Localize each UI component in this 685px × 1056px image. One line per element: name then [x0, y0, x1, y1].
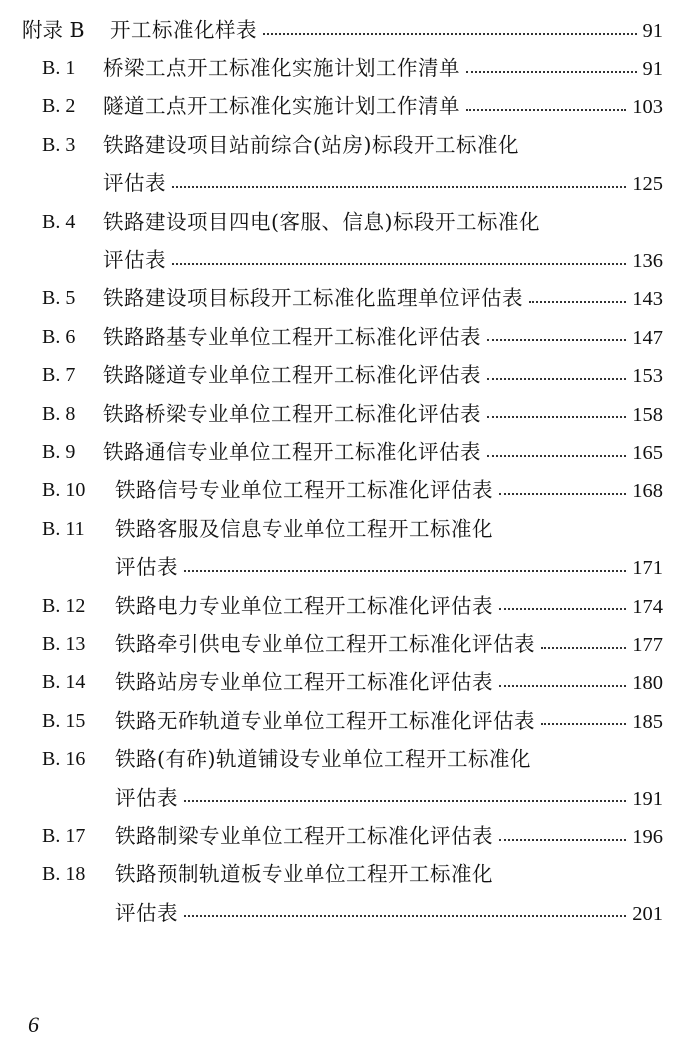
entry-number: B. 4 — [42, 210, 76, 233]
entry-number: B. 5 — [42, 287, 76, 310]
entry-number: B. 2 — [42, 95, 76, 118]
page-number: 125 — [632, 173, 663, 196]
entry-title: 评估表 — [103, 171, 166, 196]
entry-number: B. 8 — [42, 402, 76, 425]
entry-title: 铁路桥梁专业单位工程开工标准化评估表 — [103, 401, 481, 426]
toc-entry[interactable] — [115, 475, 663, 505]
page-number: 171 — [632, 557, 663, 580]
entry-title: 铁路路基专业单位工程开工标准化评估表 — [103, 324, 481, 349]
dot-leader — [184, 569, 626, 572]
entry-number: B. 6 — [42, 325, 76, 348]
toc-entry[interactable] — [103, 207, 663, 237]
toc-entry[interactable] — [103, 322, 663, 352]
entry-number: B. 3 — [42, 133, 76, 156]
toc-entry[interactable] — [103, 437, 663, 467]
dot-leader — [487, 454, 626, 457]
toc-entry[interactable] — [115, 744, 663, 774]
page-number: 91 — [642, 20, 663, 42]
dot-leader — [184, 799, 626, 802]
toc-entry[interactable] — [115, 898, 663, 928]
dot-leader — [466, 108, 626, 111]
page-number: 201 — [632, 902, 663, 925]
entry-title: 铁路站房专业单位工程开工标准化评估表 — [115, 670, 493, 695]
appendix-label: 附录 B — [22, 18, 85, 42]
entry-title: 铁路电力专业单位工程开工标准化评估表 — [115, 593, 493, 618]
entry-title: 铁路通信专业单位工程开工标准化评估表 — [103, 440, 481, 464]
entry-number: B. 17 — [42, 825, 86, 847]
toc-entry[interactable] — [103, 245, 663, 275]
entry-number: B. 7 — [42, 364, 76, 387]
toc-entry[interactable] — [115, 552, 663, 582]
dot-leader — [487, 338, 626, 341]
page-number: 147 — [632, 326, 663, 349]
dot-leader — [499, 492, 626, 495]
page-number: 103 — [632, 96, 663, 119]
page-number: 143 — [632, 288, 663, 311]
toc-entry[interactable] — [103, 130, 663, 160]
entry-number: B. 10 — [42, 479, 86, 502]
toc-entry[interactable] — [103, 91, 663, 121]
entry-number: B. 15 — [42, 709, 86, 732]
page-number: 185 — [632, 710, 663, 733]
entry-number: B. 1 — [42, 57, 76, 79]
dot-leader — [541, 646, 626, 649]
entry-title: 评估表 — [115, 785, 178, 810]
toc-entry[interactable] — [115, 706, 663, 736]
dot-leader — [499, 838, 626, 841]
entry-number: B. 14 — [42, 671, 86, 694]
dot-leader — [499, 684, 626, 687]
dot-leader — [263, 32, 637, 35]
entry-title: 铁路建设项目站前综合(站房)标段开工标准化 — [103, 132, 519, 157]
toc-appendix-line[interactable] — [22, 15, 663, 45]
dot-leader — [487, 415, 626, 418]
toc-entry[interactable] — [103, 360, 663, 390]
dot-leader — [529, 300, 626, 303]
page-number: 196 — [632, 826, 663, 848]
entry-title: 铁路牵引供电专业单位工程开工标准化评估表 — [115, 632, 535, 656]
page-number: 177 — [632, 634, 663, 656]
dot-leader — [541, 722, 626, 725]
dot-leader — [487, 377, 626, 380]
page-number: 168 — [632, 480, 663, 503]
entry-number: B. 9 — [42, 441, 76, 463]
entry-title: 铁路制梁专业单位工程开工标准化评估表 — [115, 824, 493, 848]
page-number: 153 — [632, 365, 663, 388]
dot-leader — [172, 262, 626, 265]
toc-entry[interactable] — [115, 821, 663, 851]
dot-leader — [499, 607, 626, 610]
page-number: 136 — [632, 250, 663, 272]
entry-title: 铁路隧道专业单位工程开工标准化评估表 — [103, 363, 481, 388]
entry-title: 桥梁工点开工标准化实施计划工作清单 — [103, 56, 460, 80]
entry-number: B. 16 — [42, 748, 86, 771]
dot-leader — [172, 185, 626, 188]
entry-number: B. 11 — [42, 517, 85, 540]
entry-number: B. 13 — [42, 633, 86, 655]
toc-entry[interactable] — [115, 859, 663, 889]
entry-title: 铁路无砟轨道专业单位工程开工标准化评估表 — [115, 708, 535, 733]
entry-title: 评估表 — [115, 555, 178, 580]
entry-number: B. 12 — [42, 594, 86, 617]
entry-title: 评估表 — [103, 248, 166, 272]
page-number: 191 — [632, 787, 663, 810]
entry-title: 铁路(有砟)轨道铺设专业单位工程开工标准化 — [115, 747, 531, 772]
entry-title: 隧道工点开工标准化实施计划工作清单 — [103, 94, 460, 119]
toc-entry[interactable] — [115, 667, 663, 697]
footer-page-number: 6 — [28, 1012, 39, 1037]
page-number: 91 — [642, 58, 663, 80]
entry-title: 铁路客服及信息专业单位工程开工标准化 — [115, 516, 493, 541]
dot-leader — [466, 70, 637, 73]
page-number: 180 — [632, 672, 663, 695]
entry-title: 铁路建设项目四电(客服、信息)标段开工标准化 — [103, 209, 540, 234]
toc-entry[interactable] — [103, 399, 663, 429]
entry-title: 铁路信号专业单位工程开工标准化评估表 — [115, 478, 493, 503]
toc-entry[interactable] — [103, 168, 663, 198]
page-number: 158 — [632, 403, 663, 426]
toc-entry[interactable] — [115, 629, 663, 659]
toc-entry[interactable] — [103, 53, 663, 83]
toc-entry[interactable] — [115, 591, 663, 621]
page-number: 165 — [632, 442, 663, 464]
entry-title: 评估表 — [115, 900, 178, 925]
dot-leader — [184, 914, 626, 917]
page-number: 174 — [632, 595, 663, 618]
entry-number: B. 18 — [42, 863, 86, 886]
toc-entry[interactable] — [103, 283, 663, 313]
toc-entry[interactable] — [115, 783, 663, 813]
entry-title: 铁路预制轨道板专业单位工程开工标准化 — [115, 862, 493, 887]
appendix-title: 开工标准化样表 — [110, 18, 257, 42]
toc-entry[interactable] — [115, 514, 663, 544]
entry-title: 铁路建设项目标段开工标准化监理单位评估表 — [103, 286, 523, 311]
